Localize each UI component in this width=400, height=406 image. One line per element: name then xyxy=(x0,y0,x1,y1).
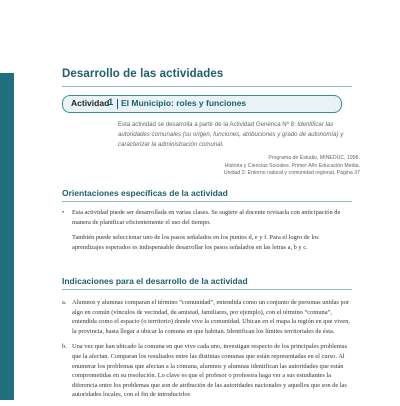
activity-header xyxy=(62,95,342,113)
bullet-text: Esta actividad puede ser desarrollada en varias clases. Se sugiere al docente revisarla con anticipación de manera de planificar eficientemente el uso del tiempo. xyxy=(72,209,341,226)
section-body-orientaciones xyxy=(62,208,352,258)
activity-label: Actividad xyxy=(71,98,110,108)
intro-italic: Identificar las autoridades comunales (su origen, funciones, atribuciones y grado de autonomía) y caracterizar la administración comunal. xyxy=(118,121,344,148)
section-divider-1 xyxy=(62,201,352,202)
bullet-mark: • xyxy=(62,209,65,216)
list-item-letter: b. xyxy=(62,343,67,351)
intro-text xyxy=(118,120,350,149)
section-heading-indicaciones: Indicaciones para el desarrollo de la actividad xyxy=(62,276,248,286)
list-item-letter: a. xyxy=(62,299,67,306)
reference-line-1: Programa de Estudio, MINEDUC, 1998. xyxy=(268,155,360,161)
orientaciones-paragraph: También puede seleccionar uno de los pasos señalados en los puntos d, e y f. Para el logro de los aprendizajes esperados es indispensable desarrollar los pasos señalados en las letras a, b y c. xyxy=(72,234,319,251)
reference-block xyxy=(160,155,360,178)
activity-number: 1 xyxy=(108,97,114,108)
list-item xyxy=(62,342,352,400)
activity-title: El Municipio: roles y funciones xyxy=(121,98,247,108)
side-accent-bar xyxy=(0,73,14,400)
section-heading-orientaciones: Orientaciones específicas de la actividad xyxy=(62,188,228,198)
reference-line-3: Unidad 2: Entorno natural y comunidad regional, Página 37 xyxy=(223,170,360,177)
title-divider xyxy=(62,86,352,87)
list-item-text: Alumnos y alumnas comparan el término “comunidad”, entendida como un conjunto de personas unidas por algo en común (vínculos de vecindad, de amistad, familiares, por ejemplo), con el término “comuna”, entendida como el espacio (o territorio) donde vive la comunidad. Ubican en el mapa la región en que viven, la provincia, hasta llegar a ubicar la comuna en que habitan. Identifican los límites territoriales de ésta. xyxy=(72,299,350,335)
page-title: Desarrollo de las actividades xyxy=(62,68,224,80)
activity-separator xyxy=(117,99,118,109)
section-body-indicaciones xyxy=(62,298,352,406)
reference-line-2: Historia y Ciencias Sociales. Primer Año Educación Media. xyxy=(224,162,360,169)
list-item-text: Una vez que han ubicado la comuna en que vive cada uno, investigan respecto de los principales problemas que la afectan. Comparan los resultados entre las distintas comunas que están representadas en el curso. Al enumerar los problemas que afectan a la comuna, alumnos y alumnas identifican las autoridades que están comprometidas en su resolución. Lo clave es que el profesor o profesora haga ver a sus estudiantes la diferencia entre los problemas que son de atribución de las autoridades nacionales y aquellos que son de las autoridades locales, con el fin de introducirlos xyxy=(72,343,348,399)
intro-lead: Esta actividad se desarrolla a partir de la Actividad Genérica Nº 8: xyxy=(118,121,298,128)
bullet-item xyxy=(62,208,352,227)
section-divider-2 xyxy=(62,289,352,290)
list-item xyxy=(62,298,352,336)
